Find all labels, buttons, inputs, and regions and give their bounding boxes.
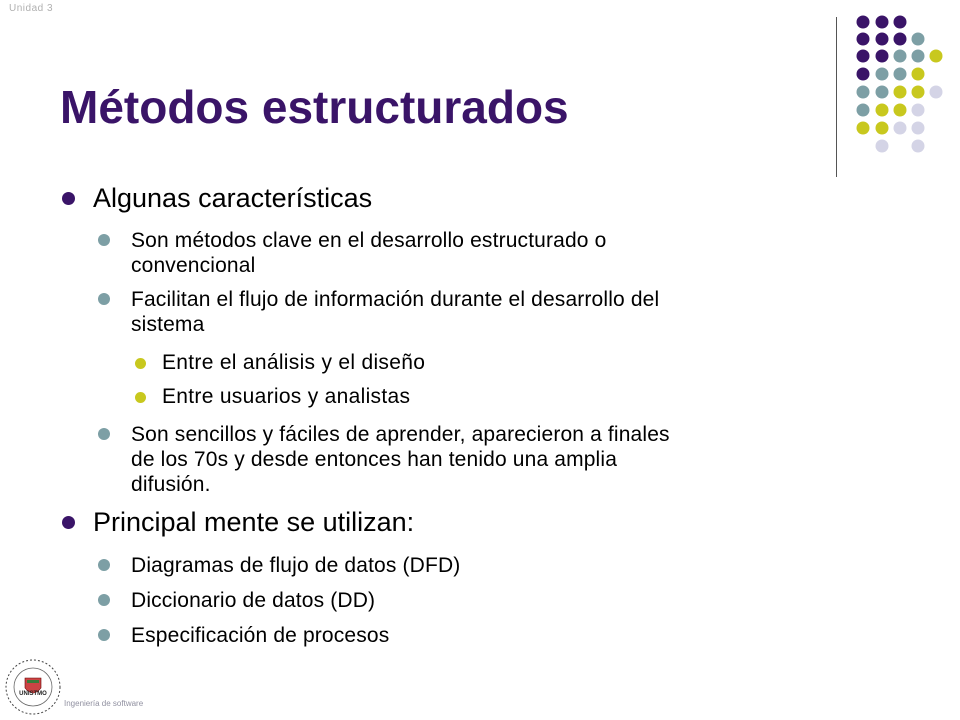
decorative-dot — [857, 16, 870, 29]
bullet-text: Diagramas de flujo de datos (DFD) — [131, 554, 461, 577]
decorative-dot — [857, 50, 870, 63]
decorative-dot — [857, 122, 870, 135]
bullet-dot-icon — [98, 234, 110, 246]
sub-bullet-especificacion — [131, 623, 389, 648]
sub-bullet-flujo-informacion — [131, 287, 659, 337]
university-seal-logo — [4, 658, 62, 716]
unit-label: Unidad 3 — [9, 3, 54, 14]
sub-bullet-sencillos — [131, 422, 670, 497]
sub-bullet-dd — [131, 588, 375, 613]
decorative-dot — [912, 50, 925, 63]
bullet-text-line: sistema — [131, 313, 205, 336]
decorative-dot — [930, 50, 943, 63]
decorative-dot — [894, 50, 907, 63]
bullet-text: Especificación de procesos — [131, 624, 390, 647]
decorative-dot — [876, 140, 889, 153]
bullet-dot-icon — [62, 516, 75, 529]
bullet-principalmente — [93, 507, 414, 538]
bullet-text-line: Son sencillos y fáciles de aprender, aparecieron a finales — [131, 423, 670, 446]
decorative-dot — [912, 122, 925, 135]
decorative-dot — [876, 50, 889, 63]
bullet-text: Entre el análisis y el diseño — [162, 351, 426, 374]
footer-course-name: Ingeniería de software — [64, 699, 144, 708]
decorative-dot — [894, 104, 907, 117]
bullet-dot-icon — [98, 594, 110, 606]
decorative-dot — [876, 122, 889, 135]
decorative-dot — [857, 86, 870, 99]
bullet-dot-icon — [98, 293, 110, 305]
bullet-text: Entre usuarios y analistas — [162, 385, 411, 408]
bullet-dot-icon — [98, 428, 110, 440]
slide-title: Métodos estructurados — [60, 81, 569, 133]
sub-bullet-dfd — [131, 553, 460, 578]
decorative-dot — [912, 68, 925, 81]
decorative-dot — [876, 33, 889, 46]
decorative-dot — [876, 86, 889, 99]
bullet-text-line: Facilitan el flujo de información durante el desarrollo del — [131, 288, 660, 311]
sub-sub-bullet-analisis-diseno — [162, 351, 425, 375]
decorative-dot — [912, 33, 925, 46]
bullet-text: Principal mente se utilizan: — [93, 507, 415, 537]
decorative-dot — [876, 104, 889, 117]
bullet-text-line: de los 70s y desde entonces han tenido una amplia — [131, 448, 618, 471]
decorative-dot — [912, 140, 925, 153]
logo-text: UNISTMO — [19, 691, 47, 697]
bullet-dot-icon — [98, 629, 110, 641]
decorative-dot — [894, 68, 907, 81]
bullet-dot-icon — [135, 392, 146, 403]
bullet-dot-icon — [62, 192, 75, 205]
decorative-dot — [894, 16, 907, 29]
bullet-text: Algunas características — [93, 183, 373, 213]
bullet-caracteristicas — [93, 183, 372, 214]
bullet-text-line: convencional — [131, 254, 256, 277]
decorative-dot — [894, 86, 907, 99]
decorative-dot — [857, 33, 870, 46]
divider-line — [836, 17, 837, 177]
bullet-dot-icon — [98, 559, 110, 571]
decorative-dot — [930, 86, 943, 99]
decorative-dot — [912, 104, 925, 117]
decorative-dot — [857, 104, 870, 117]
bullet-text-line: Son métodos clave en el desarrollo estructurado o — [131, 229, 607, 252]
bullet-text-line: difusión. — [131, 473, 211, 496]
bullet-dot-icon — [135, 358, 146, 369]
decorative-dot — [876, 68, 889, 81]
sub-bullet-metodos-clave — [131, 228, 606, 278]
decorative-dot — [894, 122, 907, 135]
decorative-dot — [857, 68, 870, 81]
decorative-dot — [912, 86, 925, 99]
decorative-dot — [894, 33, 907, 46]
sub-sub-bullet-usuarios-analistas — [162, 385, 410, 409]
decorative-dot — [876, 16, 889, 29]
bullet-text: Diccionario de datos (DD) — [131, 589, 376, 612]
